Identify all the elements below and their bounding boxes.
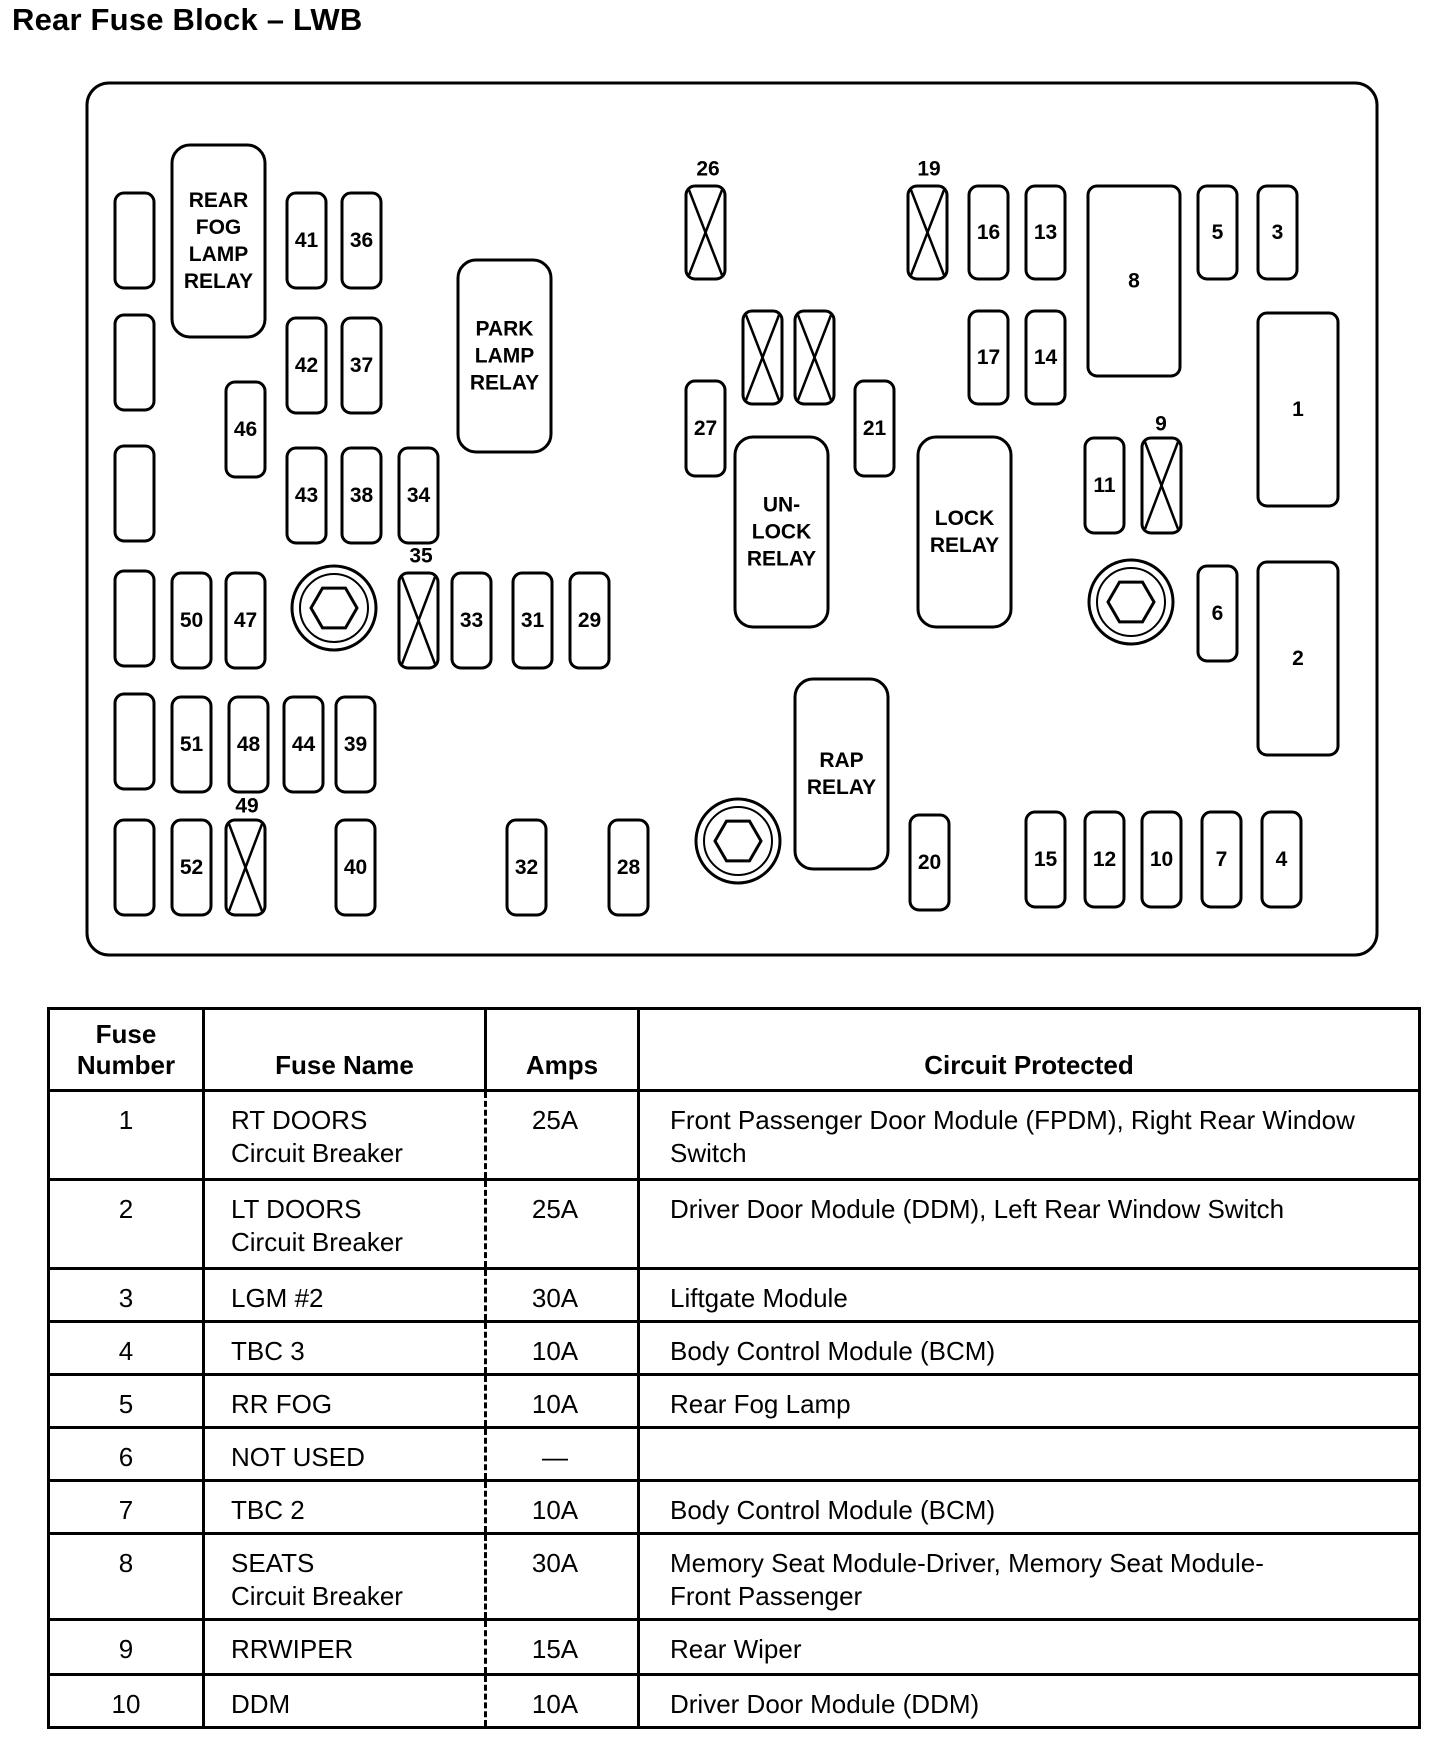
fuse-label-31: 31 — [520, 609, 545, 632]
fuse-name-cell — [204, 1180, 486, 1269]
circuit-line: Switch — [670, 1138, 747, 1168]
header-circuit-protected: Circuit Protected — [639, 1009, 1420, 1091]
fuse-number-cell: 5 — [49, 1375, 204, 1428]
fuse-number-cell: 2 — [49, 1180, 204, 1269]
amps-cell: 10A — [486, 1375, 639, 1428]
fuse-slot — [115, 694, 154, 789]
amps-cell: 10A — [486, 1322, 639, 1375]
circuit-line: Liftgate Module — [670, 1283, 848, 1313]
fuse-name-line: NOT USED — [231, 1442, 365, 1472]
unlock-relay-label: UN- — [762, 493, 801, 517]
page-title: Rear Fuse Block – LWB — [12, 2, 363, 37]
fuse-label-36: 36 — [349, 229, 374, 252]
fuse-number-cell: 4 — [49, 1322, 204, 1375]
fuse-name-cell — [204, 1428, 486, 1481]
fuse-label-5: 5 — [1211, 221, 1224, 244]
header-fuse-number — [49, 1009, 204, 1091]
amps-cell: — — [486, 1428, 639, 1481]
fuse-table-body — [49, 1091, 1420, 1728]
fuse-label-43: 43 — [294, 484, 319, 507]
circuit-line: Memory Seat Module-Driver, Memory Seat Module- — [670, 1548, 1264, 1578]
fuse-label-14: 14 — [1033, 346, 1058, 369]
fuse-label-10: 10 — [1149, 848, 1174, 871]
table-row — [49, 1322, 1420, 1375]
fuse-label-17: 17 — [976, 346, 1001, 369]
hex-bolt-head — [311, 588, 357, 628]
fuse-slot — [115, 193, 154, 288]
circuit-protected-cell — [639, 1375, 1420, 1428]
fuse-slot — [115, 446, 154, 541]
unlock-relay-label: LOCK — [751, 520, 812, 544]
amps-cell: 25A — [486, 1091, 639, 1180]
fuse-label-9: 9 — [1155, 412, 1167, 436]
fuse-label-11: 11 — [1093, 474, 1116, 497]
fuse-label-50: 50 — [179, 609, 204, 632]
fuse-label-21: 21 — [862, 417, 887, 440]
circuit-protected-cell — [639, 1620, 1420, 1675]
circuit-protected-cell — [639, 1428, 1420, 1481]
fuse-slot — [115, 315, 154, 410]
header-amps: Amps — [486, 1009, 639, 1091]
fuse-number-cell: 3 — [49, 1269, 204, 1322]
fuse-label-2: 2 — [1292, 647, 1304, 670]
fuse-label-41: 41 — [294, 229, 319, 252]
fuse-number-cell: 1 — [49, 1091, 204, 1180]
fuse-name-line: LGM #2 — [231, 1283, 324, 1313]
hex-bolt-head — [1108, 582, 1154, 622]
amps-cell: 30A — [486, 1269, 639, 1322]
fuse-name-cell — [204, 1269, 486, 1322]
circuit-protected-cell — [639, 1091, 1420, 1180]
fuse-label-20: 20 — [917, 851, 942, 874]
table-row — [49, 1269, 1420, 1322]
fuse-label-39: 39 — [343, 733, 368, 756]
circuit-protected-cell — [639, 1269, 1420, 1322]
fuse-label-35: 35 — [409, 544, 433, 568]
table-row — [49, 1481, 1420, 1534]
fuse-label-27: 27 — [693, 417, 718, 440]
fuse-name-line: TBC 3 — [231, 1336, 305, 1366]
rap-relay-label: RAP — [819, 749, 864, 772]
fuse-label-15: 15 — [1033, 848, 1058, 871]
fuse-slot — [115, 820, 154, 915]
fuse-label-32: 32 — [514, 856, 539, 879]
table-row — [49, 1091, 1420, 1180]
circuit-line: Driver Door Module (DDM) — [670, 1689, 980, 1719]
fuse-label-52: 52 — [179, 856, 204, 879]
fuse-number-cell: 9 — [49, 1620, 204, 1675]
fuse-label-4: 4 — [1275, 848, 1288, 871]
fuse-label-8: 8 — [1128, 269, 1140, 293]
fuse-label-49: 49 — [235, 794, 259, 818]
fuse-name-line: RT DOORS — [231, 1105, 368, 1135]
fuse-name-cell — [204, 1620, 486, 1675]
hex-bolt-head — [715, 821, 761, 861]
header-fuse-name: Fuse Name — [204, 1009, 486, 1091]
fuse-number-cell: 6 — [49, 1428, 204, 1481]
fuse-label-37: 37 — [349, 354, 374, 377]
fuse-label-16: 16 — [976, 221, 1001, 244]
fuse-label-33: 33 — [459, 609, 484, 632]
fuse-slot — [172, 145, 265, 337]
fuse-name-line: RRWIPER — [231, 1634, 354, 1664]
circuit-line: Driver Door Module (DDM), Left Rear Window Switch — [670, 1194, 1285, 1224]
fuse-label-40: 40 — [343, 856, 368, 879]
fuse-name-line: Circuit Breaker — [231, 1581, 403, 1611]
fuse-label-29: 29 — [577, 609, 602, 632]
park-lamp-relay-label: PARK — [475, 317, 534, 341]
amps-cell: 10A — [486, 1481, 639, 1534]
amps-cell: 15A — [486, 1620, 639, 1675]
rap-relay-label: RELAY — [806, 776, 877, 799]
fuse-label-48: 48 — [236, 733, 261, 756]
fuse-name-line: TBC 2 — [231, 1495, 305, 1525]
table-row — [49, 1180, 1420, 1269]
circuit-line: Front Passenger — [670, 1581, 863, 1611]
circuit-protected-cell — [639, 1481, 1420, 1534]
fuse-number-cell: 7 — [49, 1481, 204, 1534]
circuit-protected-cell — [639, 1322, 1420, 1375]
fuse-label-12: 12 — [1092, 848, 1117, 871]
fuse-slot — [918, 437, 1011, 627]
fuse-label-7: 7 — [1215, 848, 1228, 871]
fuse-label-26: 26 — [696, 157, 720, 181]
fuse-slot — [795, 679, 888, 869]
park-lamp-relay-label: RELAY — [469, 371, 540, 395]
fuse-name-line: Circuit Breaker — [231, 1227, 403, 1257]
fuse-label-42: 42 — [294, 354, 319, 377]
fuse-name-line: Circuit Breaker — [231, 1138, 403, 1168]
fuse-label-47: 47 — [233, 609, 258, 632]
fuse-slot — [115, 571, 154, 666]
circuit-protected-cell — [639, 1180, 1420, 1269]
table-row — [49, 1428, 1420, 1481]
fuse-number-cell: 10 — [49, 1675, 204, 1728]
fuse-name-cell — [204, 1481, 486, 1534]
amps-cell: 30A — [486, 1534, 639, 1620]
fuse-label-1: 1 — [1292, 398, 1304, 421]
fuse-label-34: 34 — [406, 484, 431, 507]
circuit-protected-cell — [639, 1675, 1420, 1728]
circuit-line: Body Control Module (BCM) — [670, 1495, 996, 1525]
circuit-line: Front Passenger Door Module (FPDM), Right Rear Window — [670, 1105, 1355, 1135]
fuse-number-cell: 8 — [49, 1534, 204, 1620]
park-lamp-relay-label: LAMP — [474, 344, 535, 368]
amps-cell: 10A — [486, 1675, 639, 1728]
table-row — [49, 1675, 1420, 1728]
amps-cell: 25A — [486, 1180, 639, 1269]
fuse-label-46: 46 — [233, 418, 258, 441]
fuse-label-13: 13 — [1033, 221, 1058, 244]
table-row — [49, 1534, 1420, 1620]
circuit-line: Body Control Module (BCM) — [670, 1336, 996, 1366]
unlock-relay-label: RELAY — [746, 547, 817, 571]
fuse-name-line: RR FOG — [231, 1389, 333, 1419]
fuse-name-cell — [204, 1091, 486, 1180]
rear-fog-lamp-relay-label: FOG — [195, 216, 242, 239]
circuit-line: Rear Wiper — [670, 1634, 802, 1664]
rear-fog-lamp-relay-label: RELAY — [183, 270, 254, 293]
fuse-label-28: 28 — [616, 856, 641, 879]
fuse-name-line: SEATS — [231, 1548, 315, 1578]
table-row — [49, 1620, 1420, 1675]
table-header-row — [49, 1009, 1420, 1091]
lock-relay-label: RELAY — [929, 534, 1000, 557]
fuse-label-51: 51 — [179, 733, 204, 756]
fuse-name-line: LT DOORS — [231, 1194, 362, 1224]
circuit-protected-cell — [639, 1534, 1420, 1620]
fuse-table — [47, 1007, 1421, 1729]
fuse-label-38: 38 — [349, 484, 374, 507]
rear-fog-lamp-relay-label: LAMP — [188, 243, 249, 266]
header-line: Number — [76, 1050, 176, 1080]
table-row — [49, 1375, 1420, 1428]
rear-fog-lamp-relay-label: REAR — [188, 189, 249, 212]
fuse-name-cell — [204, 1675, 486, 1728]
fuse-name-cell — [204, 1534, 486, 1620]
fuse-name-line: DDM — [231, 1689, 291, 1719]
header-line: Fuse — [95, 1019, 157, 1049]
fuse-label-6: 6 — [1211, 602, 1224, 625]
fuse-name-cell — [204, 1322, 486, 1375]
fuse-label-3: 3 — [1271, 221, 1284, 244]
lock-relay-label: LOCK — [934, 507, 995, 530]
circuit-line: Rear Fog Lamp — [670, 1389, 851, 1419]
fuse-label-44: 44 — [291, 733, 316, 756]
fuse-name-cell — [204, 1375, 486, 1428]
fuse-label-19: 19 — [917, 157, 941, 181]
